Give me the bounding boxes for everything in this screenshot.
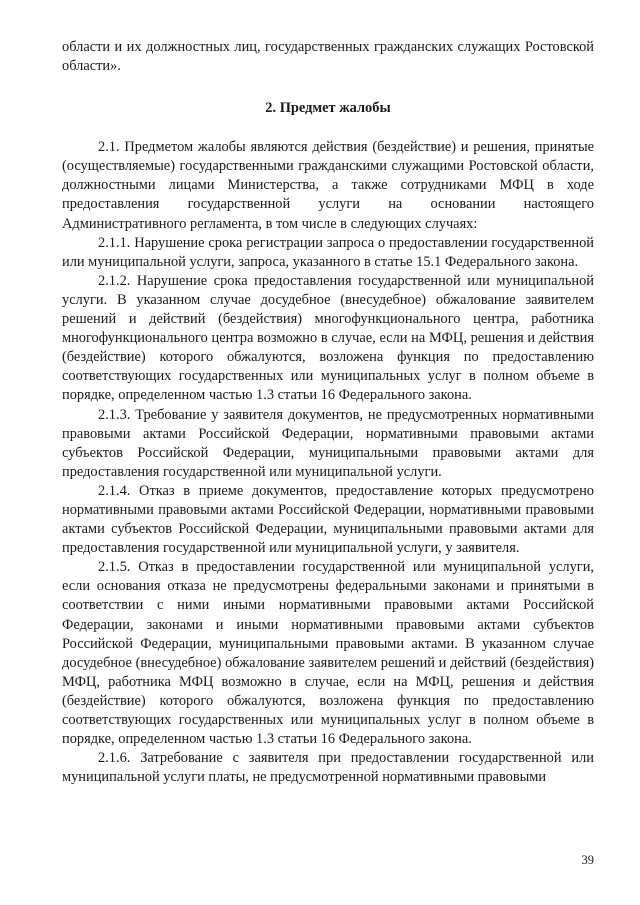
paragraph-continuation: области и их должностных лиц, государственных гражданских служащих Ростовской области». [62,39,594,75]
section-heading: 2. Предмет жалобы [265,100,391,117]
paragraph-2-1: 2.1. Предметом жалобы являются действия (бездействие) и решения, принятые (осуществляемые) государственными гражданскими служащими Ростовской области, должностными лицами Министерства, а также сотрудниками МФЦ в ходе предоставления государственной услуги на основании настоящего Административного регламента, в том числе в следующих случаях: [62,139,594,232]
paragraph-2-1-4: 2.1.4. Отказ в приеме документов, предоставление которых предусмотрено нормативными правовыми актами Российской Федерации, нормативными правовыми актами субъектов Российской Федерации, муниципальными правовыми актами для предоставления государственной или муниципальной услуги, у заявителя. [62,482,594,557]
paragraph-2-1-1: 2.1.1. Нарушение срока регистрации запроса о предоставлении государственной или муниципальной услуги, запроса, указанного в статье 15.1 Федерального закона. [62,234,594,270]
paragraph-2-1-6: 2.1.6. Затребование с заявителя при предоставлении государственной или муниципальной услуги платы, не предусмотренной нормативными правовыми [62,750,594,786]
page-number: 39 [581,853,594,867]
paragraph-2-1-3: 2.1.3. Требование у заявителя документов, не предусмотренных нормативными правовыми актами Российской Федерации, нормативными правовыми актами субъектов Российской Федерации, муниципальными правовыми актами для предоставления государственной или муниципальной услуги. [62,406,594,480]
paragraph-2-1-2: 2.1.2. Нарушение срока предоставления государственной или муниципальной услуги. В указанном случае досудебное (внесудебное) обжалование заявителем решений и действий (бездействия) многофункционального центра, работника многофункционального центра возможно в случае, если на МФЦ, решения и действия (бездействие) которого обжалуются, возложена функция по предоставлению соответствующих государственных или муниципальных услуг в полном объеме в порядке, определенном частью 1.3 статьи 16 Федерального закона. [62,272,594,404]
paragraph-2-1-5: 2.1.5. Отказ в предоставлении государственной или муниципальной услуги, если основания отказа не предусмотрены федеральными законами и принятыми в соответствии с ними иными нормативными правовыми актами Российской Федерации, законами и иными нормативными правовыми актами субъектов Российской Федерации, муниципальными правовыми актами. В указанном случае досудебное (внесудебное) обжалование заявителем решений и действий (бездействия) МФЦ, работника МФЦ возможно в случае, если на МФЦ, решения и действия (бездействие) которого обжалуются, возложена функция по предоставлению соответствующих государственных или муниципальных услуг в полном объеме в порядке, определенном частью 1.3 статьи 16 Федерального закона. [62,559,594,748]
